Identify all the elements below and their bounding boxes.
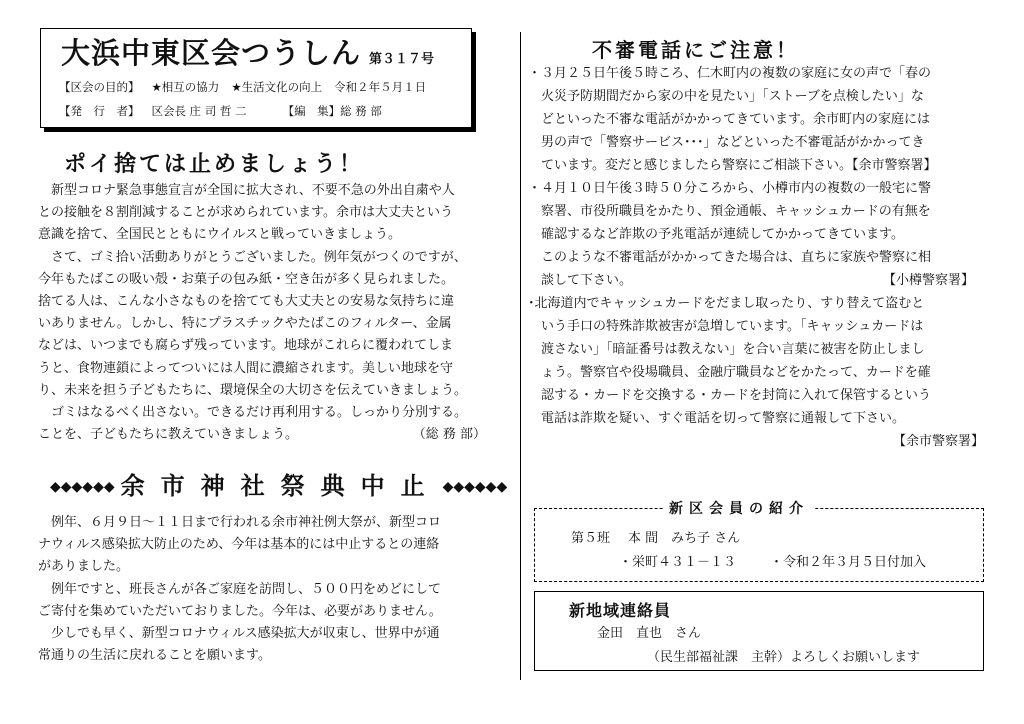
scam-line: いう手口の特殊詐欺被害が急増しています。「キャッシュカードは [528,319,924,334]
new-member-entry [571,527,740,546]
litter-article [38,180,508,446]
member-name: 本 間 みち子 さん [628,531,741,546]
litter-line: うと、食物連鎖によってついには人間に濃縮されます。美しい地球を守 [38,360,453,376]
scam-call-heading: 不審電話にご注意！ [592,38,799,62]
source-otaru-police: 【小樽警察署】 [882,273,974,288]
festival-article [38,512,508,667]
litter-line: 意識を捨て、全国民とともにウイルスと戦っていきましょう。 [38,227,401,243]
scam-line: 談して下さい。 [528,273,633,288]
liaison-role: （民生部福祉課 主幹）よろしくお願いします [647,650,921,665]
new-member-details [619,551,926,570]
member-joined-date: ・令和２年３月５日付加入 [770,555,927,570]
litter-line: り、未来を担う子どもたちに、環境保全の大切さを伝えていきましょう。 [38,382,468,398]
new-members-label: 新区会員の紹介 [663,498,815,518]
festival-title: 余市神社祭典中止 [120,471,441,500]
scam-line: 電話は詐欺を疑い、すぐ電話を切って警察に通報して下さい。 [528,411,906,426]
litter-line: との接触を８割削減することが求められています。余市は大丈夫という [38,205,453,221]
editor-name: 総 務 部 [340,104,382,118]
scam-line: 認する・カードを交換する・カードを封筒に入れて保管するという [528,388,932,403]
festival-line: 例年ですと、班長さんが各ご家庭を訪問し、５００円をめどにして [38,581,442,597]
purpose-label: 【区会の目的】 [59,80,140,94]
member-group: 第５班 [571,531,611,546]
issue-number: 第３１７号 [369,52,435,67]
masthead-purpose-line [59,79,426,95]
litter-line: などは、いつまでも腐らず残っています。地球がこれらに覆われてしま [38,338,453,354]
scam-line: 火災予防期間だから家の中を見たい」「ストーブを点検したい」な [528,89,924,104]
festival-heading [50,466,508,501]
editor-label: 【編 集】 [282,104,341,118]
scam-line: ています。変だと感じましたら警察にご相談下さい。【余市警察署】 [528,158,937,173]
scam-line: 渡さない」「暗証番号は教えない」を合い言葉に被害を防止しまし [528,342,925,357]
publisher-label: 【発 行 者】 [59,104,140,118]
scam-line: 察署、市役所職員をかたり、預金通帳、キャッシュカードの有無を [528,204,931,219]
litter-line: さて、ゴミ拾い活動ありがとうございました。例年気がつくのですが、 [38,249,467,265]
festival-line: ナウィルス感染拡大防止のため、今年は基本的には中止するとの連絡 [38,537,440,553]
masthead [40,28,472,128]
litter-line: ことを、子どもたちに教えていきましょう。 [38,427,299,443]
purpose-item-2: ★生活文化の向上 [231,80,323,94]
litter-signature: （総 務 部） [412,427,486,443]
festival-line: 例年、６月９日～１１日まで行われる余市神社例大祭が、新型コロ [38,515,442,530]
scam-line: このような不審電話がかかってきた場合は、直ちに家族や警察に相 [528,250,932,265]
new-liaison-label: 新地域連絡員 [569,601,672,620]
new-liaison-box [534,591,984,671]
liaison-name: 金田 直也 さん [597,626,702,641]
litter-last-line [38,424,508,446]
litter-line: 捨てる人は、こんな小さなものを捨てても大丈夫との安易な気持ちに違 [38,294,455,310]
festival-line: ご寄付を集めていただいておりました。今年は、必要がありません。 [38,603,442,619]
new-members-box [534,501,984,582]
festival-line: 常通りの生活に戻れることを願います。 [38,648,271,664]
litter-line: いありません。しかし、特にプラスチックやたばこのフィルター、金属 [38,316,452,332]
purpose-item-1: ★相互の協力 [151,80,220,94]
scam-line: どといった不審な電話がかかってきています。余市町内の家庭には [528,112,930,127]
scam-line: ・４月１０日午後３時５０分ころから、小樽市内の複数の一般宅に警 [528,181,932,196]
scam-line-with-source [528,269,988,292]
diamond-ornament-left: ◆◆◆◆◆◆ [50,479,115,495]
scam-line: ・３月２５日午後５時ころ、仁木町内の複数の家庭に女の声で「春の [528,66,932,81]
litter-line: ゴミはなるべく出さない。できるだけ再利用する。しっかり分別する。 [38,405,468,421]
festival-line: がありました。 [38,559,130,575]
scam-line: ょう。警察官や役場職員、金融庁職員などをかたって、カードを確 [528,365,931,380]
masthead-title-row [61,31,434,72]
litter-line: 新型コロナ緊急事態宣言が全国に拡大され、不要不急の外出自粛や人 [38,183,455,198]
masthead-publisher-line [59,103,382,119]
scam-line: 男の声で「警察サービス･･･」などといった不審電話がかかってき [528,135,925,150]
scam-line: 確認するなど詐欺の予兆電話が連続してかかってきています。 [528,227,904,242]
source-yoichi-police: 【余市警察署】 [892,434,984,449]
member-address: ・栄町４３１－１３ [619,555,737,570]
scam-call-article [528,62,988,453]
publisher-name: 区会長 庄 司 哲 二 [151,104,247,118]
issue-date: 令和２年５月１日 [334,80,427,94]
litter-line: 今年もたばこの吸い殻・お菓子の包み紙・空き缶が多く見られました。 [38,271,455,287]
newsletter-title: 大浜中東区会つうしん [61,36,362,70]
scam-line: ･北海道内でキャッシュカードをだまし取ったり、すり替えて盗むと [528,296,925,311]
column-divider [520,32,521,680]
litter-heading: ポイ捨ては止めましょう！ [64,152,365,177]
diamond-ornament-right: ◆◆◆◆◆◆ [442,479,508,495]
festival-line: 少しでも早く、新型コロナウィルス感染拡大が収束し、世界中が通 [38,626,440,642]
